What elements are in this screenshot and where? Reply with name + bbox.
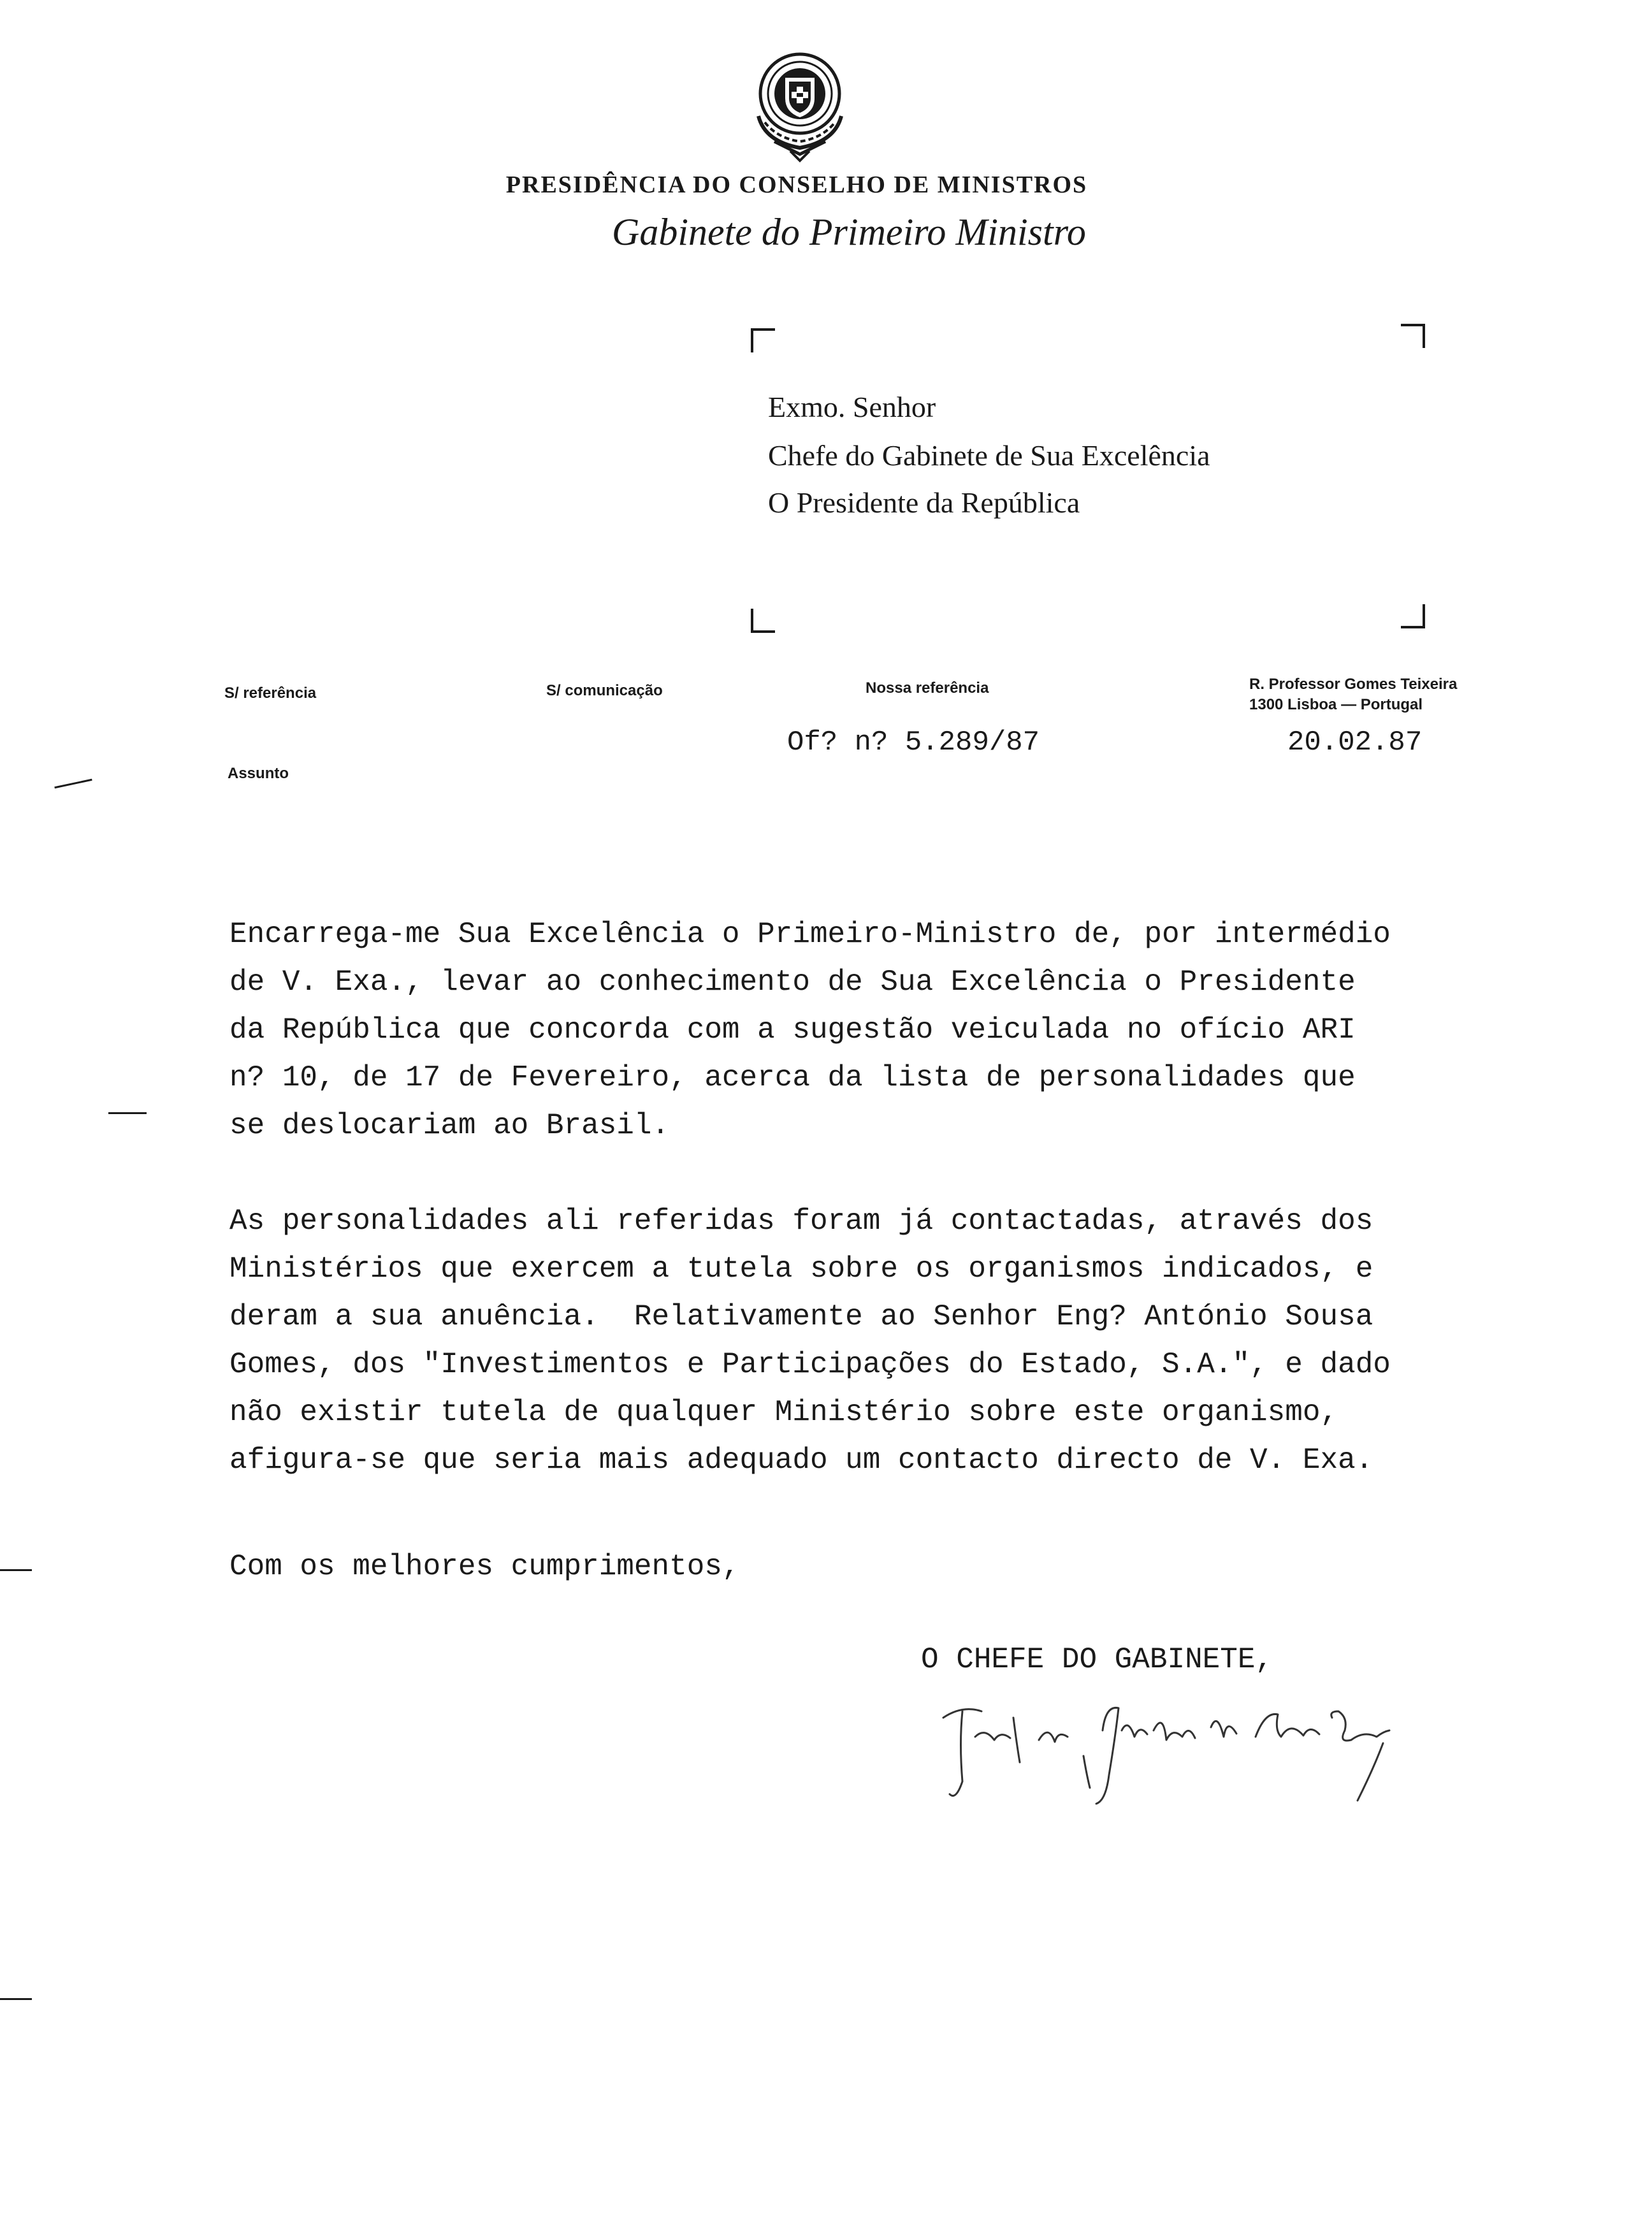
paragraph2-line: As personalidades ali referidas foram já contactadas, através dos bbox=[229, 1205, 1373, 1238]
sender-address-street: R. Professor Gomes Teixeira bbox=[1249, 676, 1458, 693]
signatory-title: O CHEFE DO GABINETE, bbox=[921, 1643, 1273, 1676]
our-reference-value: Of? n? 5.289/87 bbox=[787, 727, 1040, 758]
paragraph1-line: Encarrega-me Sua Excelência o Primeiro-Ministro de, por intermédio bbox=[229, 918, 1391, 951]
letter-date: 20.02.87 bbox=[1287, 727, 1423, 758]
paragraph1-line: da República que concorda com a sugestão veiculada no ofício ARI bbox=[229, 1013, 1356, 1047]
address-corner-top-right bbox=[1401, 324, 1425, 348]
subject-label: Assunto bbox=[228, 765, 289, 782]
handwritten-signature bbox=[937, 1692, 1396, 1813]
margin-mark bbox=[0, 1998, 32, 2000]
paragraph1-line: n? 10, de 17 de Fevereiro, acerca da lista de personalidades que bbox=[229, 1061, 1356, 1094]
margin-mark bbox=[0, 1569, 32, 1571]
paragraph2-line: Gomes, dos "Investimentos e Participações do Estado, S.A.", e dado bbox=[229, 1348, 1391, 1381]
paragraph2-line: deram a sua anuência. Relativamente ao Senhor Eng? António Sousa bbox=[229, 1300, 1373, 1333]
margin-mark bbox=[54, 779, 92, 788]
paragraph2-line: afigura-se que seria mais adequado um contacto directo de V. Exa. bbox=[229, 1444, 1373, 1477]
margin-mark bbox=[108, 1112, 147, 1114]
paragraph1-line: de V. Exa., levar ao conhecimento de Sua Excelência o Presidente bbox=[229, 966, 1356, 999]
sender-address-city: 1300 Lisboa — Portugal bbox=[1249, 696, 1423, 713]
your-reference-label: S/ referência bbox=[224, 685, 317, 702]
your-communication-label: S/ comunicação bbox=[546, 682, 663, 699]
closing-greeting: Com os melhores cumprimentos, bbox=[229, 1550, 740, 1583]
coat-of-arms-emblem bbox=[739, 46, 860, 164]
office-name: Gabinete do Primeiro Ministro bbox=[612, 211, 1086, 253]
address-corner-bottom-left bbox=[751, 609, 775, 633]
recipient-salutation: Exmo. Senhor bbox=[768, 391, 936, 423]
paragraph2-line: não existir tutela de qualquer Ministério sobre este organismo, bbox=[229, 1396, 1338, 1429]
paragraph1-line: se deslocariam ao Brasil. bbox=[229, 1109, 670, 1142]
paragraph2-line: Ministérios que exercem a tutela sobre os organismos indicados, e bbox=[229, 1252, 1373, 1286]
recipient-title: Chefe do Gabinete de Sua Excelência bbox=[768, 439, 1210, 472]
address-corner-top-left bbox=[751, 328, 775, 352]
address-corner-bottom-right bbox=[1401, 604, 1425, 628]
our-reference-label: Nossa referência bbox=[866, 679, 989, 697]
recipient-office: O Presidente da República bbox=[768, 486, 1080, 519]
organization-name: PRESIDÊNCIA DO CONSELHO DE MINISTROS bbox=[505, 171, 1088, 198]
